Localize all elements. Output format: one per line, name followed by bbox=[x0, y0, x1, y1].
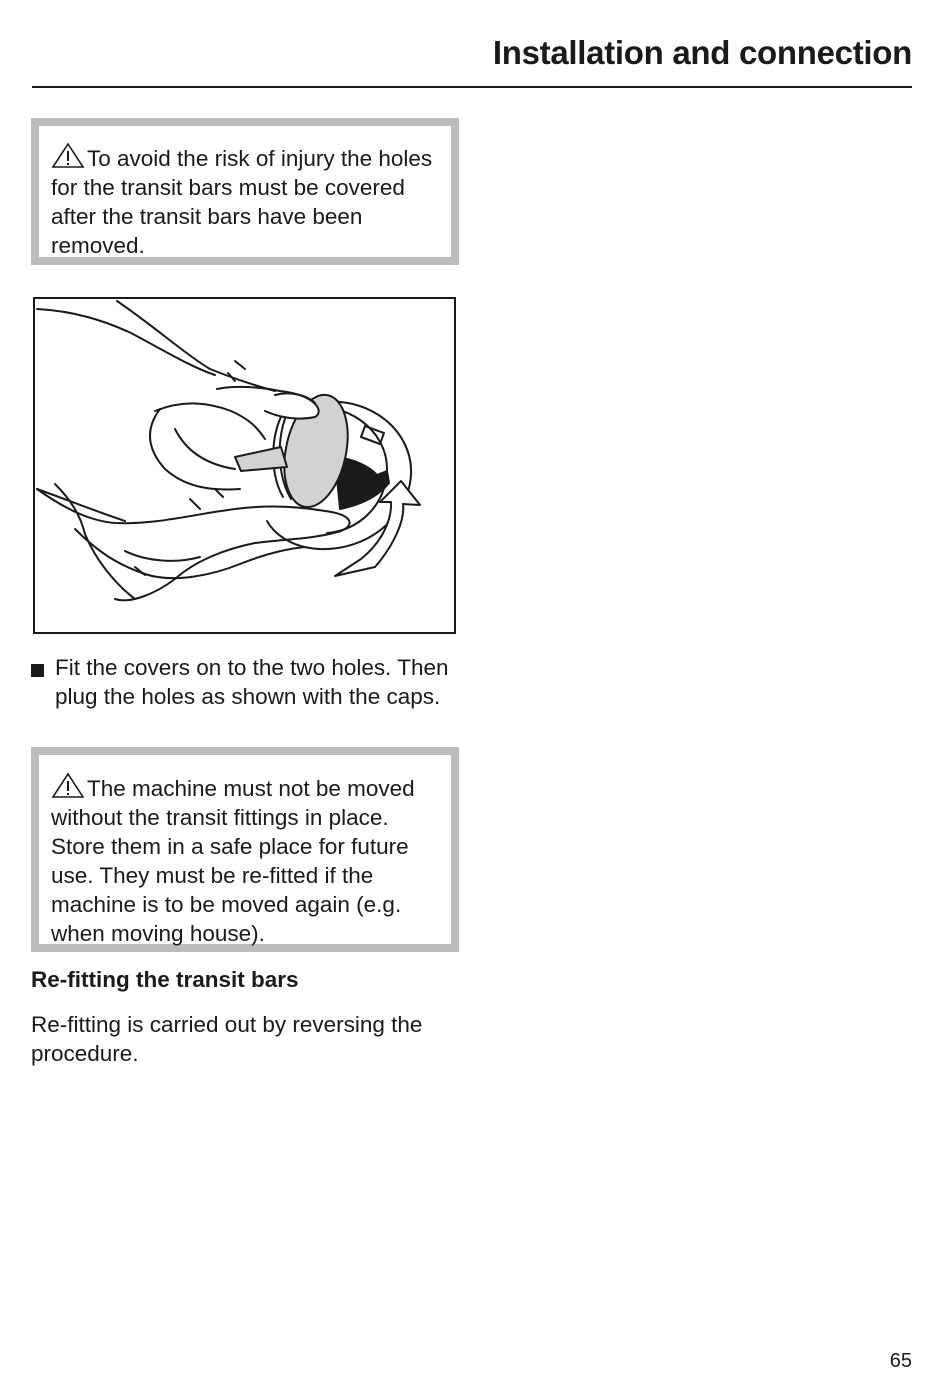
cap-fitting-drawing bbox=[35, 299, 454, 632]
section-body-text: Re-fitting is carried out by reversing the procedure. bbox=[31, 1012, 423, 1066]
section-heading: Re-fitting the transit bars bbox=[31, 967, 299, 992]
warning-text: To avoid the risk of injury the holes for the transit bars must be covered after the transit bars have been removed. bbox=[51, 146, 433, 258]
instruction-list-item bbox=[31, 653, 451, 711]
page-number: 65 bbox=[889, 1350, 912, 1372]
square-bullet-icon bbox=[31, 664, 44, 677]
warning-text: The machine must not be moved without the transit fittings in place. Store them in a safe place for future use. They must be re-fitted if the machine is to be moved again (e.g. when moving house). bbox=[51, 776, 415, 946]
warning-paragraph bbox=[39, 126, 451, 260]
warning-triangle-icon bbox=[51, 142, 85, 169]
instruction-text: Fit the covers on to the two holes. Then plug the holes as shown with the caps. bbox=[55, 655, 449, 709]
hand-fitting-cap-illustration bbox=[33, 297, 456, 634]
warning-box-transit-fittings bbox=[31, 747, 459, 952]
page-title: Installation and connection bbox=[492, 34, 912, 71]
warning-triangle-icon bbox=[51, 772, 85, 799]
warning-paragraph bbox=[39, 755, 451, 948]
warning-box-cover-holes bbox=[31, 118, 459, 265]
page-header bbox=[32, 30, 912, 88]
